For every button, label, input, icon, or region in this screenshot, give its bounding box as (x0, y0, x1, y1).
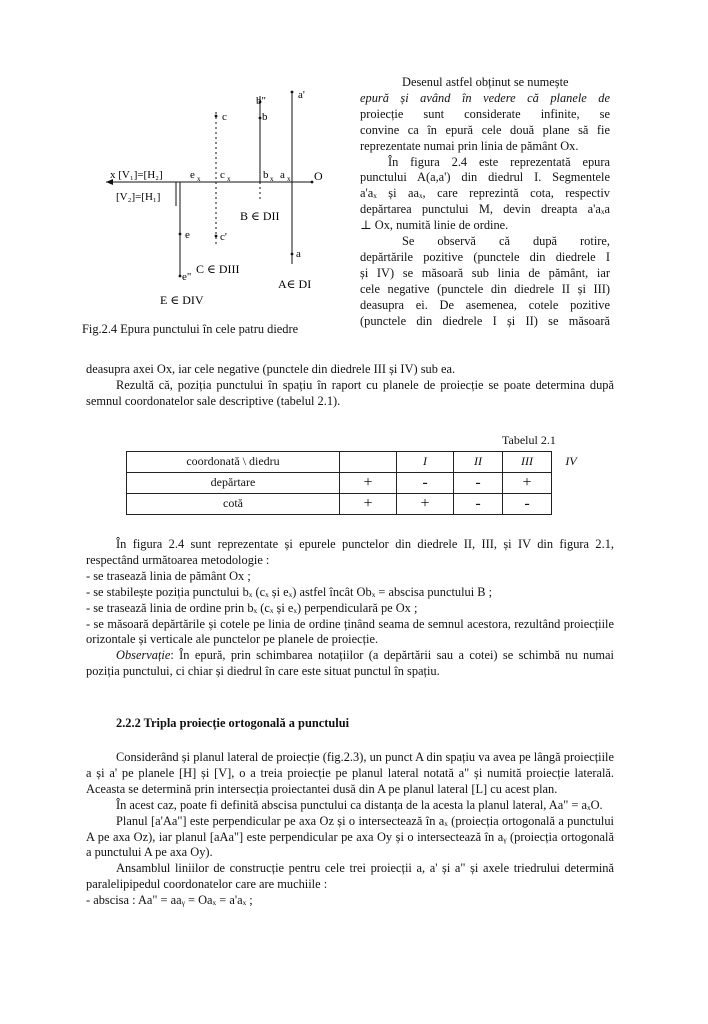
table-cell: - (454, 494, 503, 515)
text-block-3 (86, 750, 614, 909)
observation-text: : În epură, prin schimbarea notațiilor (a depărtării sau a cotei) se schimbă nu numai poziția punctului, ci chiar și diedrul în care este situat punctul în spațiu. (86, 648, 614, 679)
table-cell: - (397, 473, 454, 494)
rc-line: cele negative (punctele din diedrele II și III) (360, 281, 610, 296)
list-item: - se măsoară depărtările și cotele pe linia de ordine ținând seama de semnul acestora, rezultând proiecțiile orizontale și verticale ale punctelor pe planele de proiecție. (86, 616, 614, 647)
table-cell: + (503, 473, 552, 494)
table-cell: + (340, 473, 397, 494)
label-bx: b (263, 169, 269, 181)
list-item: - se stabilește poziția punctului bₓ (cₓ și eₓ) astfel încât Obₓ = abscisa punctului B ; (86, 584, 493, 599)
label-b-dii: B ∈ DII (240, 209, 280, 223)
table-header-cell: coordonată \ diedru (127, 452, 340, 473)
table-title: Tabelul 2.1 (502, 433, 556, 447)
table-cell: cotă (127, 494, 340, 515)
table-row (127, 494, 591, 515)
label-x: x [V₁]=[H₂] (110, 169, 163, 181)
label-ex: e (190, 169, 195, 181)
table-cell: + (397, 494, 454, 515)
table-cell: - (503, 494, 552, 515)
rc-line: și IV) se măsoară sub linia de pământ, iar (360, 265, 610, 280)
paragraph: - abscisa : Aa" = aaᵧ = Oaₓ = a'aₓ ; (86, 893, 253, 908)
label-o: O (314, 169, 323, 183)
list-item: - se trasează linia de pământ Ox ; (86, 568, 251, 583)
label-a: a (296, 248, 301, 260)
table-cell: + (340, 494, 397, 515)
label-b-dbl: b" (256, 95, 266, 107)
label-b: b (262, 111, 268, 123)
rc-line: a'aₓ și aaₓ, care reprezintă cota, respectiv (360, 186, 610, 201)
table-header-cell: I (397, 452, 454, 473)
coordinates-table (126, 451, 591, 515)
rc-line: (punctele din diedrele I și II) se măsoară (360, 313, 610, 328)
rc-line: depărtarea punctului M, devin dreapta a'aₓa (360, 202, 610, 217)
label-ax-sub: x (287, 175, 291, 183)
right-column (360, 75, 610, 330)
text-block-1 (86, 362, 614, 410)
list-item: - se trasează linia de ordine prin bₓ (cₓ și eₓ) perpendiculară pe Ox ; (86, 600, 418, 615)
label-e: e (185, 229, 190, 241)
table-cell: depărtare (127, 473, 340, 494)
figure-caption: Fig.2.4 Epura punctului în cele patru diedre (82, 322, 299, 336)
rc-line: punctului A(a,a') din diedrul I. Segmentele (360, 170, 610, 185)
observation (86, 648, 614, 680)
rc-line: convine ca în epură cele două plane să fie (360, 122, 610, 137)
label-c-prime: c' (220, 231, 227, 243)
rc-line: depărtările pozitive (punctele din diedrele I (360, 249, 610, 264)
label-a-di: A∈ DI (278, 277, 312, 291)
epura-figure (80, 80, 360, 310)
label-a-prime: a' (298, 89, 305, 101)
label-bx-sub: x (270, 175, 274, 183)
table-row (127, 473, 591, 494)
label-e-dbl: e" (182, 271, 192, 283)
label-ex-sub: x (197, 175, 201, 183)
label-cx-sub: x (227, 175, 231, 183)
rc-line: Se observă că după rotire, (402, 234, 610, 249)
rc-line: Desenul astfel obținut se numește (402, 75, 569, 89)
rc-line: reprezentate numai prin linia de pământ Ox. (360, 138, 579, 153)
table-cell: - (454, 473, 503, 494)
table-header-cell: IV (565, 454, 577, 469)
table-header-row (127, 452, 591, 473)
rc-line: proiecție sunt considerate infinite, se (360, 106, 610, 121)
paragraph: Planul [a'Aa"] este perpendicular pe axa Oz și o intersectează în aₓ (proiecția ortogonală a punctului A pe axa Oz), iar planul [aAa"] este perpendicular pe axa Oy și o intersectează în aᵧ (proiecția ortogonală a punctului A pe axa Oy). (86, 813, 614, 860)
text-block-2 (86, 537, 614, 680)
label-cx: c (220, 169, 225, 181)
label-c: c (222, 111, 227, 123)
paragraph: deasupra axei Ox, iar cele negative (punctele din diedrele III și IV) sub ea. (86, 362, 456, 376)
rc-line: epură și având în vedere că planele de (360, 90, 610, 105)
paragraph: În acest caz, poate fi definită abscisa punctului ca distanța de la acesta la planul lateral, Aa" = aₓO. (116, 797, 603, 812)
rc-line: ⊥ Ox, numită linie de ordine. (360, 218, 509, 233)
paragraph: Ansamblul liniilor de construcție pentru cele trei proiecții a, a' și a" și axele triedrului determină paralelipipedul coordonatelor care are muchiile : (86, 861, 614, 892)
table-header-cell: II (454, 452, 503, 473)
rc-line: deasupra ei. De asemenea, cotele pozitive (360, 297, 610, 312)
observation-label: Observație (116, 648, 171, 663)
section-heading: 2.2.2 Tripla proiecție ortogonală a punctului (116, 716, 350, 730)
label-c-diii: C ∈ DIII (196, 262, 240, 276)
rc-line: În figura 2.4 este reprezentată epura (388, 154, 610, 169)
label-v2h1: [V₂]=[H₁] (116, 191, 161, 203)
label-ax: a (280, 169, 285, 181)
table-header-cell: III (503, 452, 552, 473)
paragraph: Considerând și planul lateral de proiecție (fig.2.3), un punct A din spațiu va avea pe lângă proiecțiile a și a' pe planele [H] și [V], o a treia proiecție pe planul lateral notată a" și numită proiecție laterală. Aceasta se determină prin intersecția proiectantei dusă din A pe planul lateral [L] cu acest plan. (86, 750, 614, 796)
paragraph: În figura 2.4 sunt reprezentate și epurele punctelor din diedrele II, III, și IV din figura 2.1, respectând următoarea metodologie : (86, 537, 614, 567)
paragraph: Rezultă că, poziția punctului în spațiu în raport cu planele de proiecție se poate determina după semnul coordonatelor sale descriptive (tabelul 2.1). (86, 377, 614, 408)
label-e-div: E ∈ DIV (160, 293, 204, 307)
